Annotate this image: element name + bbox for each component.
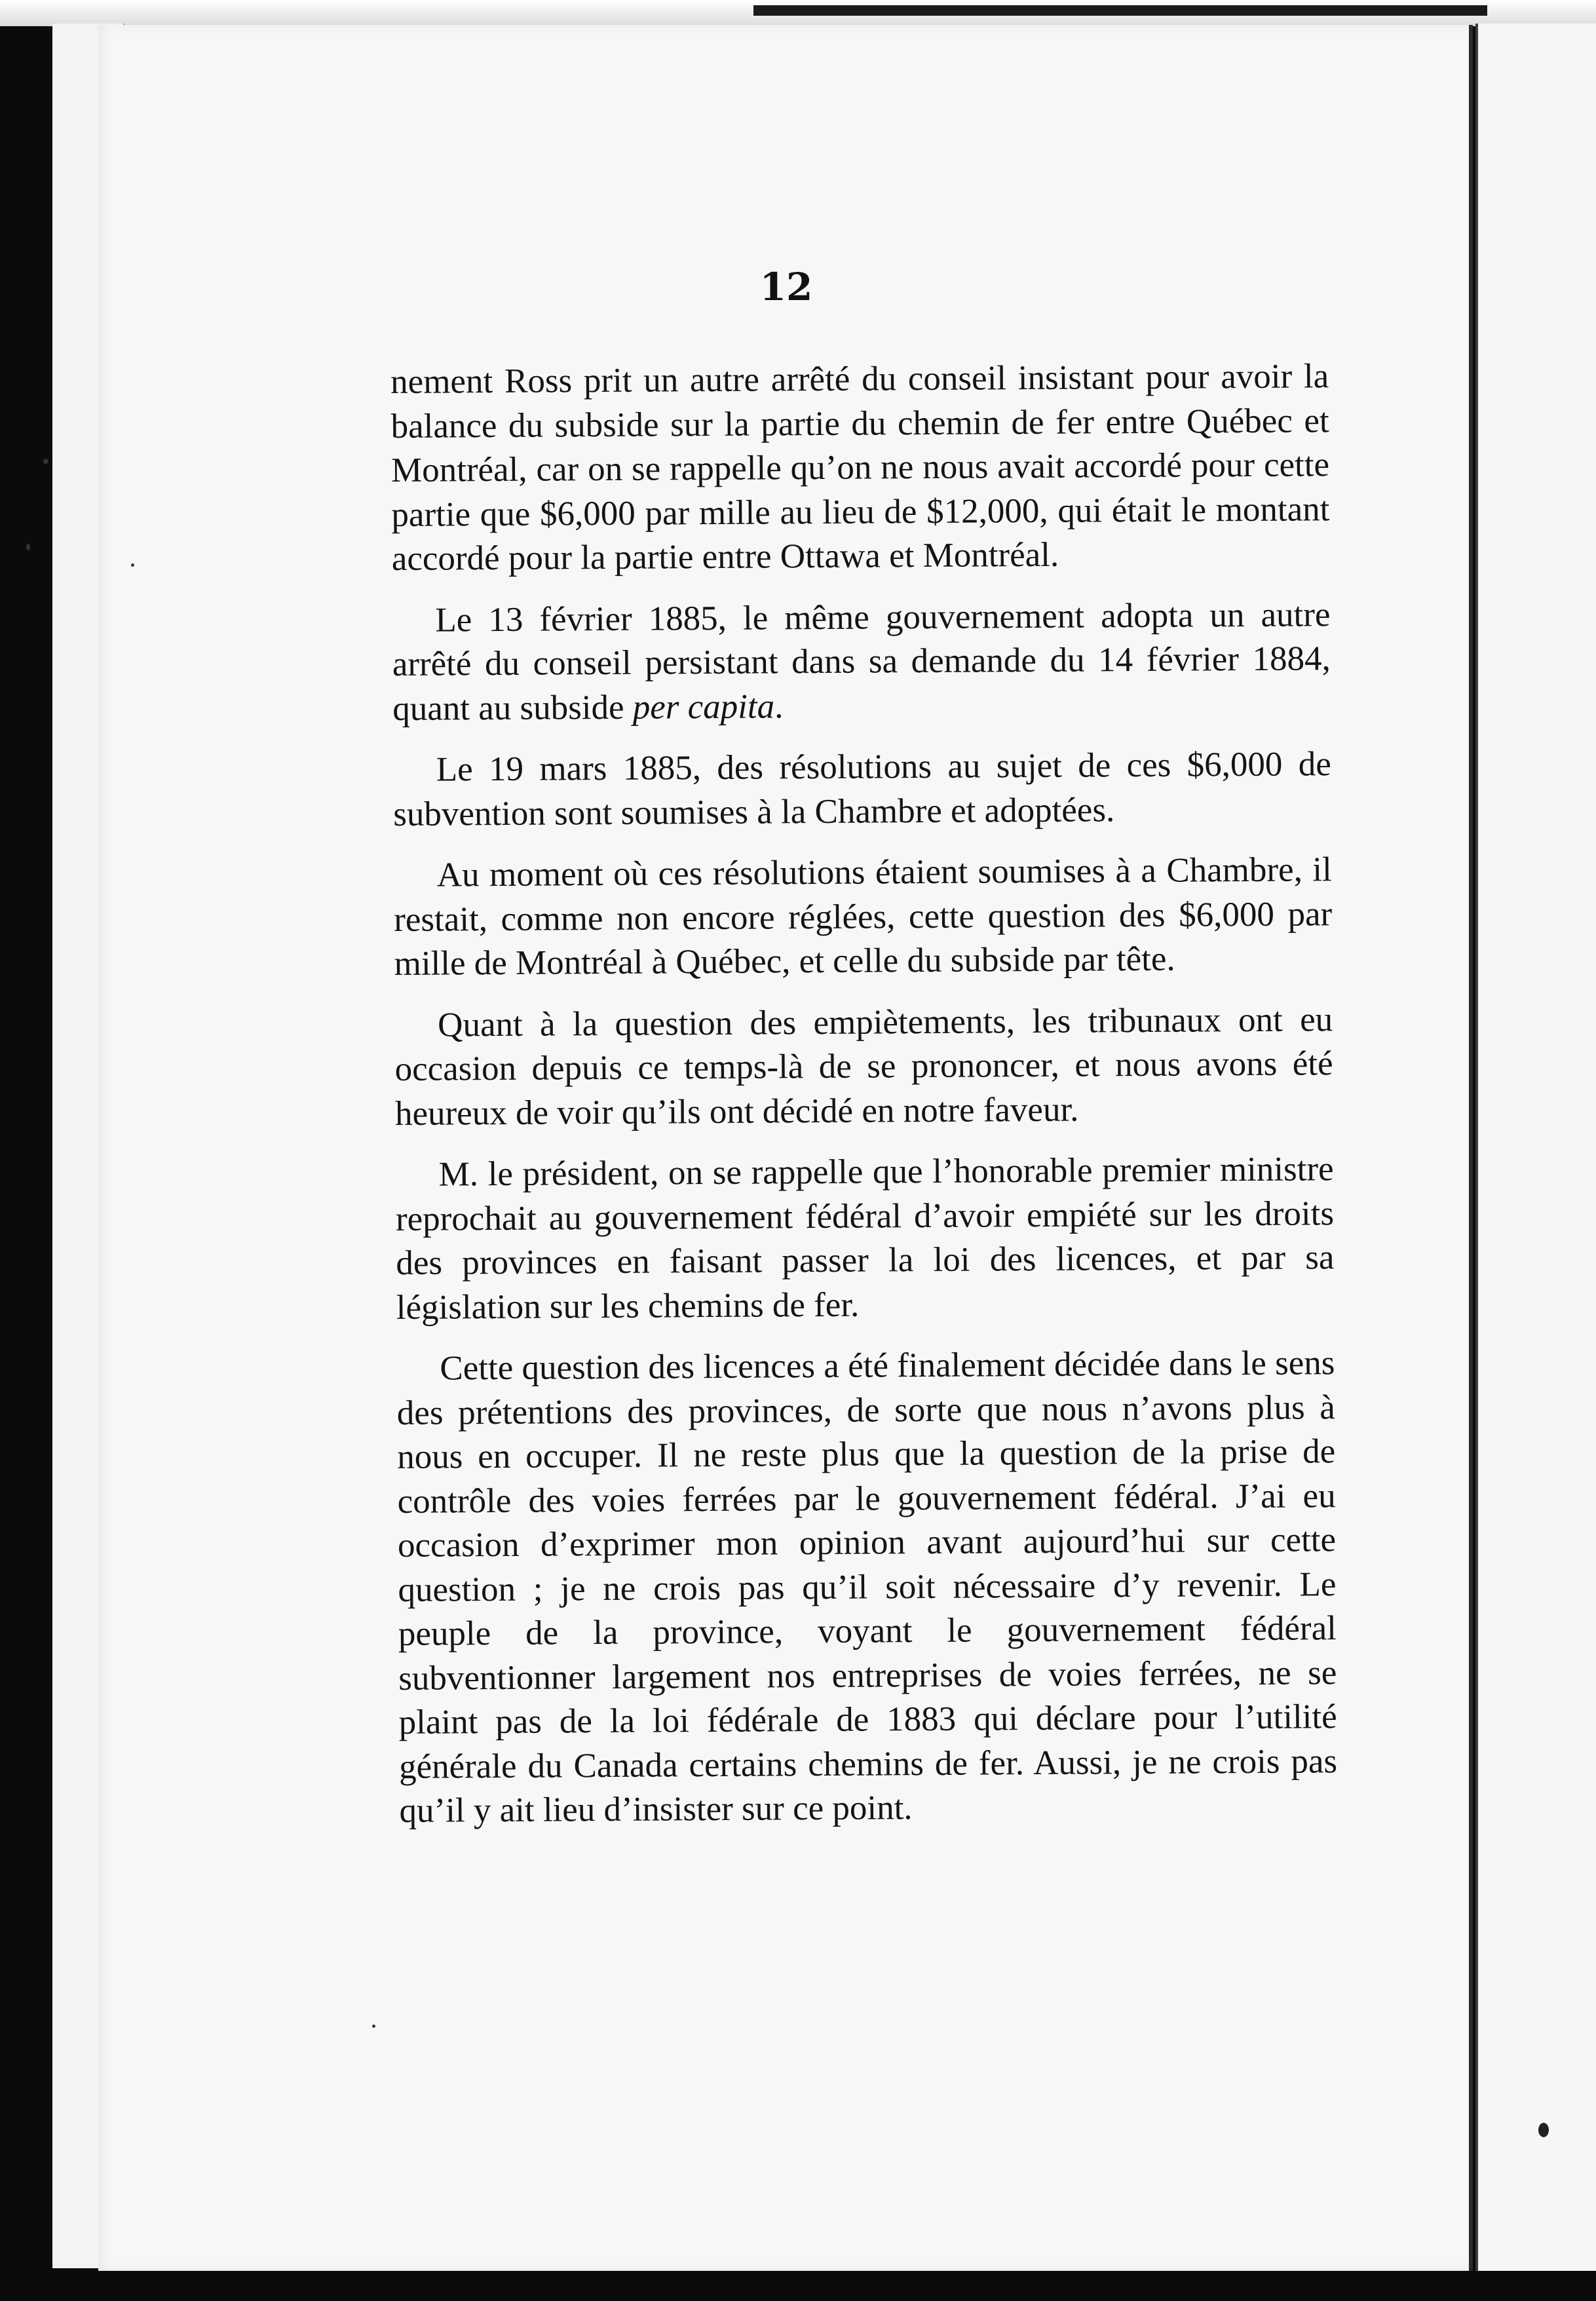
paragraph-7: Cette question des licences a été finalement décidée dans le sens des prétentions des provinces, de sorte que nous n’avons plus à nous en occuper. Il ne reste plus que la question de la prise de contrôle des voies ferrées par le gouvernement fédéral. J’ai eu occasion d’exprimer mon opinion avant aujourd’hui sur cette question ; je ne crois pas qu’il soit nécessaire d’y revenir. Le peuple de la province, voyant le gouvernement fédéral subventionner largement nos entreprises de voies ferrées, ne se plaint pas de la loi fédérale de 1883 qui déclare pour l’utilité générale du Canada certains chemins de fer. Aussi, je ne crois pas qu’il y ait lieu d’insister sur ce point. xyxy=(396,1344,1338,1830)
scan-speck xyxy=(372,2025,375,2028)
scan-speck xyxy=(1538,2123,1549,2137)
paragraph-2-end: . xyxy=(774,687,784,725)
paragraph-4: Au moment où ces résolutions étaient soumises à a Chambre, il restait, comme non encore réglées, cette question des $6,000 par mille de Montréal à Québec, et celle du subside par tête. xyxy=(394,850,1333,983)
paragraph-3: Le 19 mars 1885, des résolutions au sujet de ces $6,000 de subvention sont soumises à la Chambre et adoptées. xyxy=(393,745,1331,833)
page-number: 12 xyxy=(759,265,813,309)
body-text xyxy=(390,354,1338,1850)
scan-speck xyxy=(26,544,30,550)
paragraph-2 xyxy=(392,593,1331,731)
next-page-edge xyxy=(1475,24,1596,2271)
scan-speck xyxy=(43,459,48,464)
italic-term: per capita xyxy=(632,687,775,727)
paragraph-5: Quant à la question des empiètements, les tribunaux ont eu occasion depuis ce temps-là de se prononcer, et nous avons été heureux de voir qu’ils ont décidé en notre faveur. xyxy=(394,1000,1333,1133)
paragraph-6: M. le président, on se rappelle que l’honorable premier ministre reprochait au gouvernement fédéral d’avoir empiété sur les droits des provinces en faisant passer la loi des licences, et par sa législation sur les chemins de fer. xyxy=(395,1150,1335,1327)
scan-top-rule xyxy=(753,5,1487,16)
paragraph-2-text: Le 13 février 1885, le même gouvernement adopta un autre arrêté du conseil persistant dans sa demande du 14 février 1884, quant au subside xyxy=(392,595,1331,728)
paragraph-1: nement Ross prit un autre arrêté du conseil insistant pour avoir la balance du subside sur la partie du chemin de fer entre Québec et Montréal, car on se rappelle qu’on ne nous avait accordé pour cette partie que $6,000 par mille au lieu de $12,000, qui était le montant accordé pour la partie entre Ottawa et Montréal. xyxy=(390,357,1330,578)
scan-speck xyxy=(131,563,134,567)
